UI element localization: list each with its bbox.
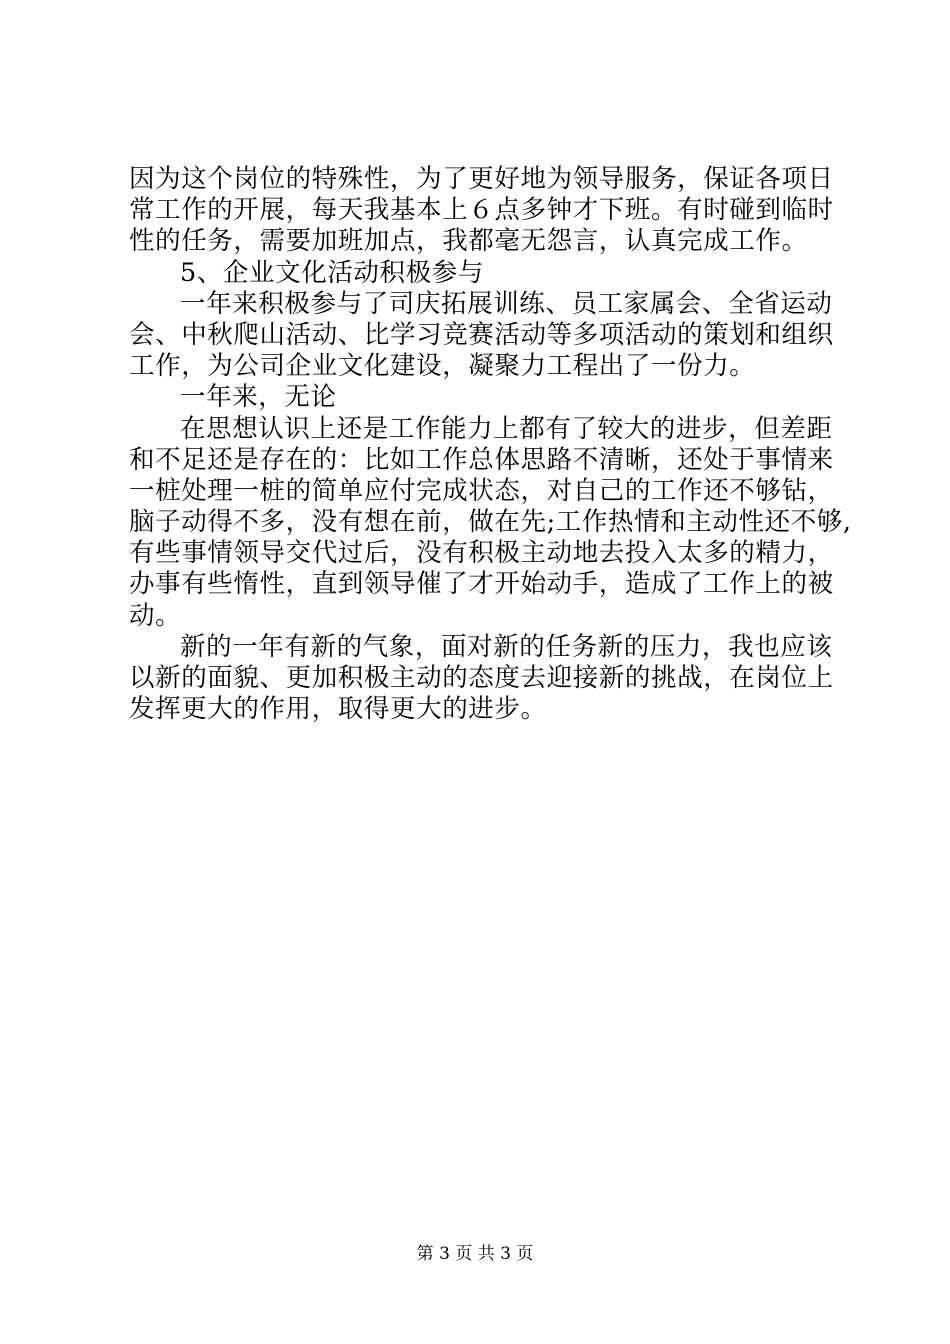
paragraph-line: 会、中秋爬山活动、比学习竞赛活动等多项活动的策划和组织 — [129, 319, 834, 350]
paragraph-line: 一年来积极参与了司庆拓展训练、员工家属会、全省运动 — [180, 288, 833, 319]
paragraph-line: 动。 — [129, 600, 182, 631]
paragraph-line: 常工作的开展，每天我基本上６点多钟才下班。有时碰到临时 — [129, 195, 834, 226]
paragraph-line: 发挥更大的作用，取得更大的进步。 — [129, 694, 547, 725]
paragraph-line: 有些事情领导交代过后，没有积极主动地去投入太多的精力， — [129, 538, 834, 569]
paragraph-line: 一桩处理一桩的简单应付完成状态，对自己的工作还不够钻， — [129, 475, 834, 506]
page-number-footer: 第 3 页 共 3 页 — [416, 1244, 534, 1264]
paragraph-line: 在思想认识上还是工作能力上都有了较大的进步，但差距 — [180, 413, 833, 444]
document-body — [129, 164, 852, 725]
paragraph-line: 脑子动得不多，没有想在前，做在先;工作热情和主动性还不够, — [129, 507, 852, 538]
paragraph-line: 性的任务，需要加班加点，我都毫无怨言，认真完成工作。 — [129, 226, 808, 257]
paragraph-line: 工作，为公司企业文化建设，凝聚力工程出了一份力。 — [129, 351, 756, 382]
section-heading: 5、企业文化活动积极参与 — [180, 257, 484, 288]
paragraph-line: 一年来，无论 — [180, 382, 337, 413]
paragraph-line: 和不足还是存在的：比如工作总体思路不清晰，还处于事情来 — [129, 444, 834, 475]
paragraph-line: 办事有些惰性，直到领导催了才开始动手，造成了工作上的被 — [129, 569, 834, 600]
paragraph-line: 因为这个岗位的特殊性，为了更好地为领导服务，保证各项日 — [129, 164, 834, 194]
paragraph-line: 以新的面貌、更加积极主动的态度去迎接新的挑战，在岗位上 — [129, 663, 834, 693]
paragraph-line: 新的一年有新的气象，面对新的任务新的压力，我也应该 — [180, 631, 833, 662]
